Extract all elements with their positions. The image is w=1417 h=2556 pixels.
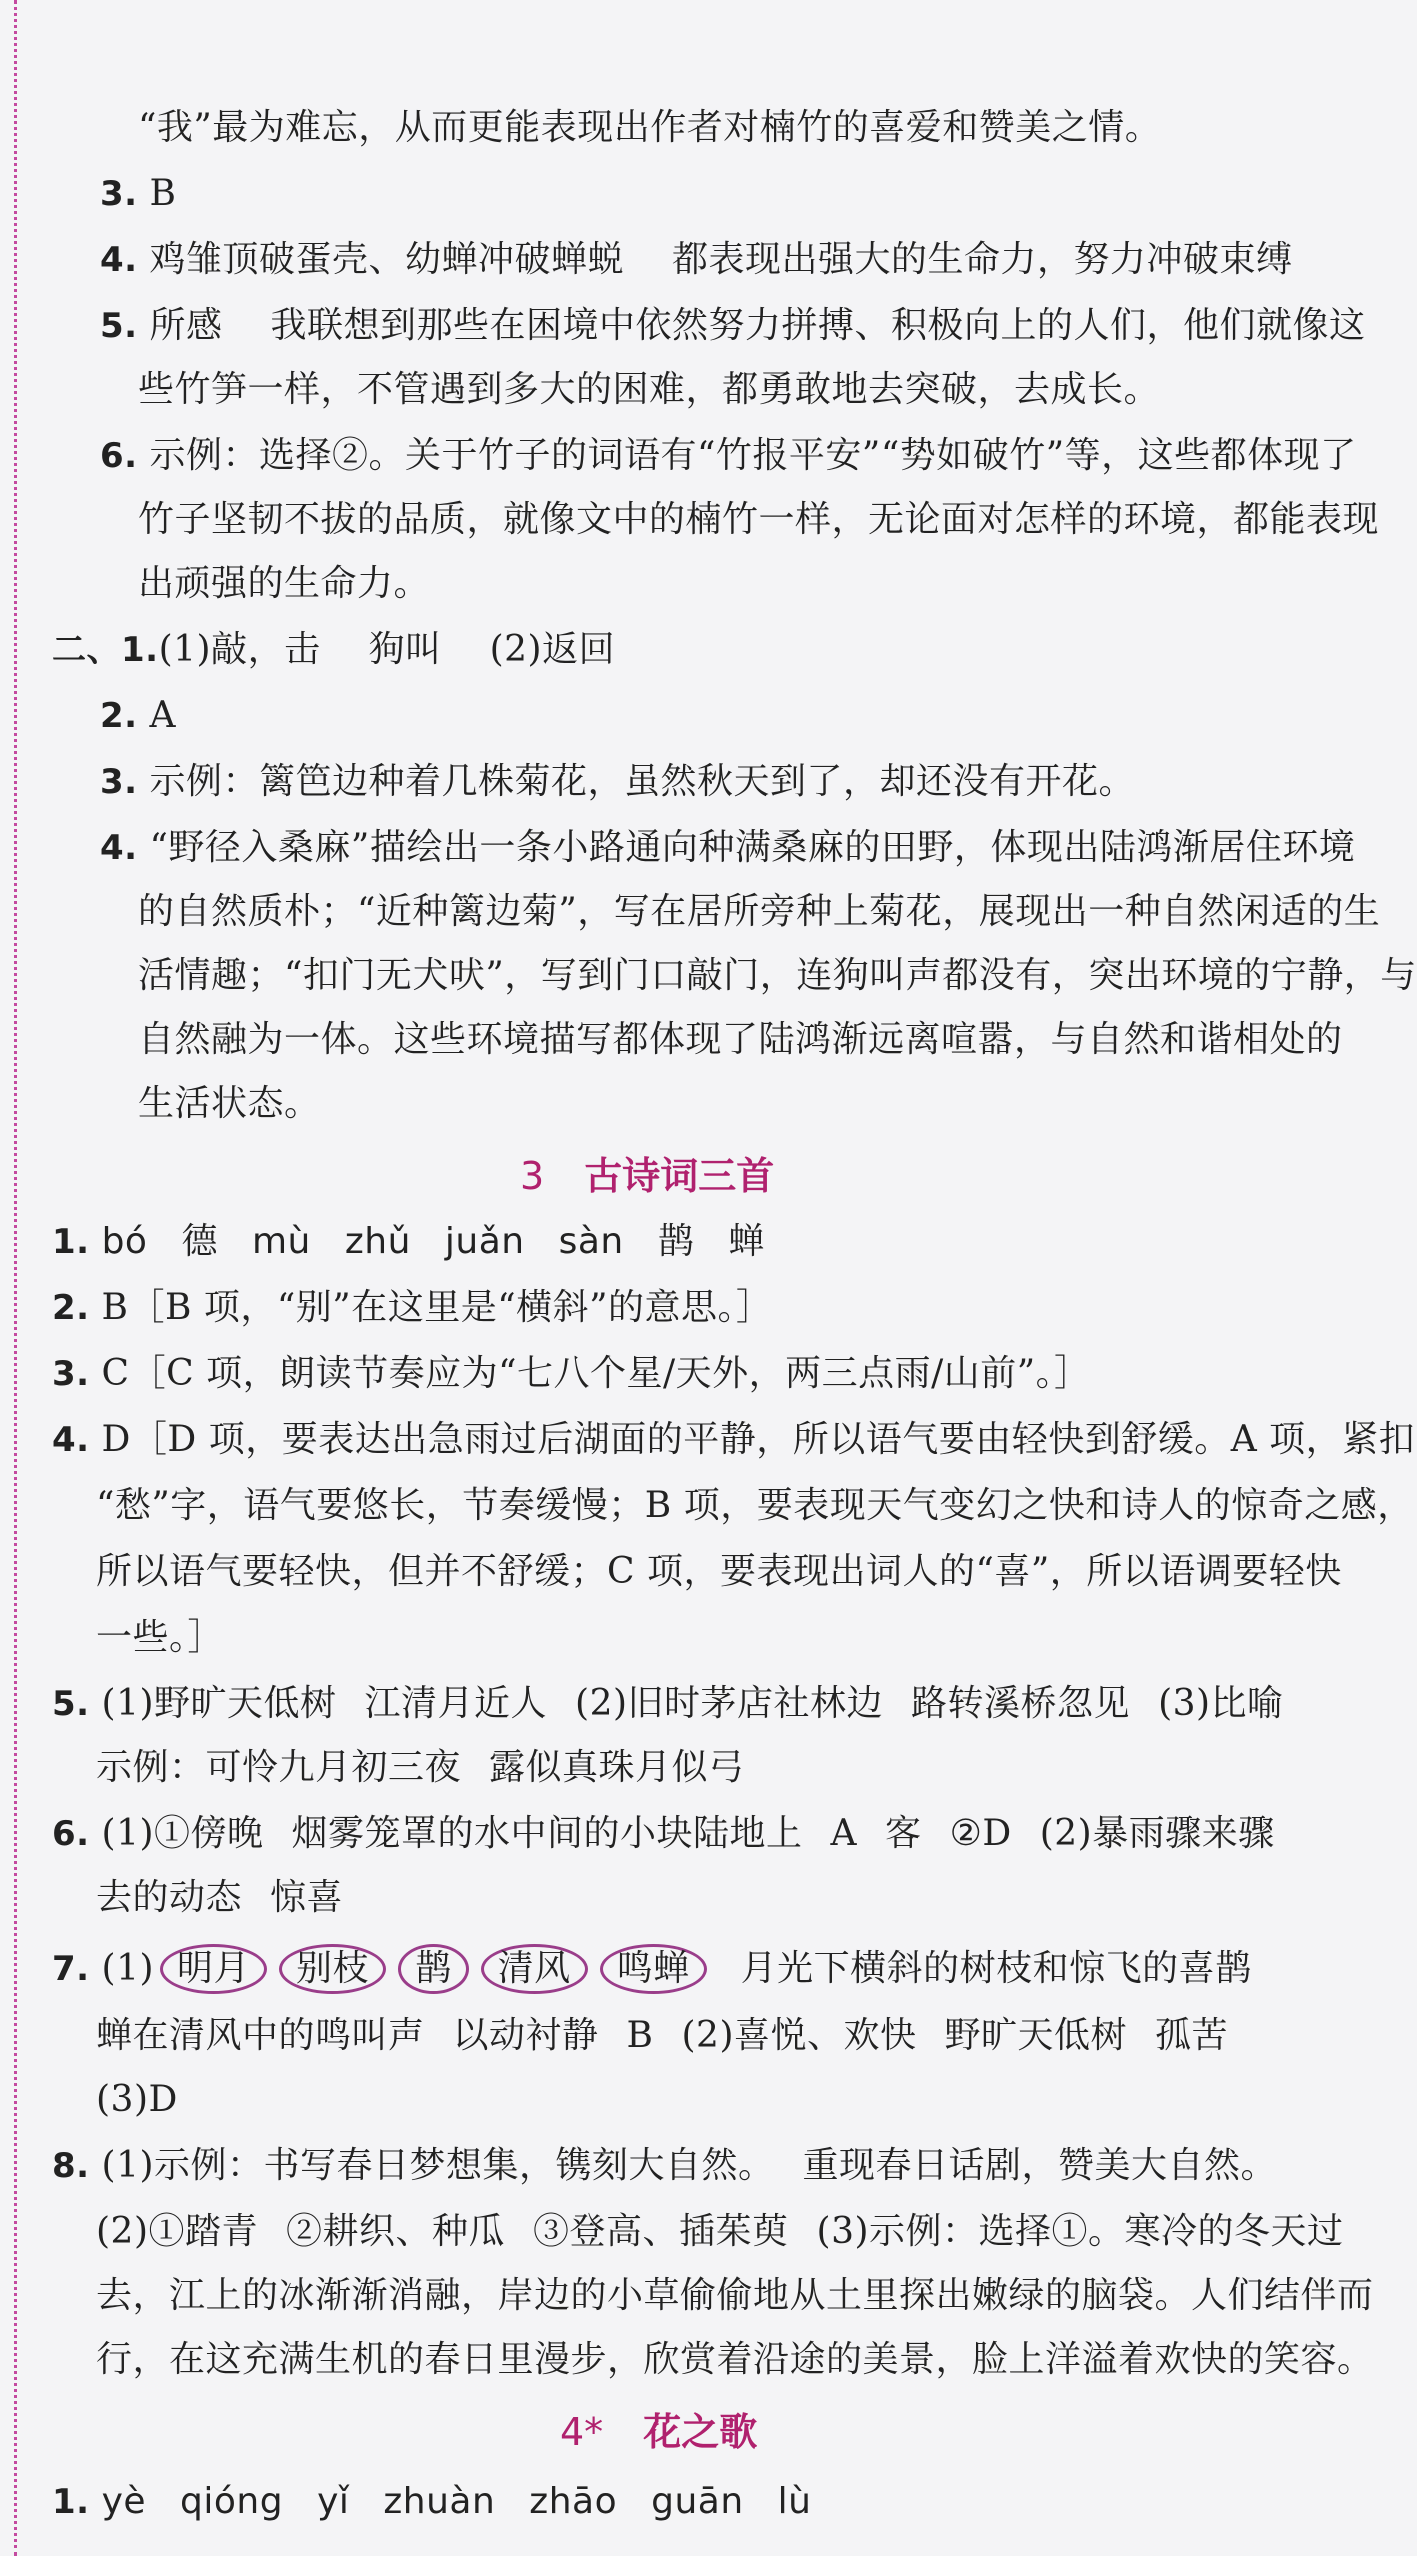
part-2-answer-1: 二、1.(1)敲，击 狗叫 (2)返回 (52, 629, 616, 670)
text-line: 的自然质朴；“近种篱边菊”，写在居所旁种上菊花，展现出一种自然闲适的生 (138, 891, 1381, 932)
part-2-answer-4: 4. “野径入桑麻”描绘出一条小路通向种满桑麻的田野，体现出陆鸿渐居住环境 (100, 827, 1356, 868)
circled-word: 鸣蝉 (600, 1944, 707, 1994)
text-line: 蝉在清风中的鸣叫声 以动衬静 B (2)喜悦、欢快 野旷天低树 孤苦 (96, 2015, 1229, 2056)
section-title-4: 4* 花之歌 (560, 2410, 758, 2454)
question-7: 7. (1) 明月 别枝 鹊 清风 鸣蝉 月光下横斜的树枝和惊飞的喜鹊 (52, 1944, 1252, 1994)
circled-word: 清风 (481, 1944, 588, 1994)
circled-word: 鹊 (398, 1944, 469, 1994)
text-line: 些竹笋一样，不管遇到多大的困难，都勇敢地去突破，去成长。 (138, 369, 1161, 410)
text-line: 竹子坚韧不拔的品质，就像文中的楠竹一样，无论面对怎样的环境，都能表现 (138, 499, 1380, 540)
text-line: 去，江上的冰渐渐消融，岸边的小草偷偷地从土里探出嫩绿的脑袋。人们结伴而 (96, 2275, 1374, 2316)
text-line: 所以语气要轻快，但并不舒缓；C 项，要表现出词人的“喜”，所以语调要轻快 (96, 1551, 1342, 1592)
text-line: 出顽强的生命力。 (138, 563, 431, 604)
text-line: “我”最为难忘，从而更能表现出作者对楠竹的喜爱和赞美之情。 (138, 107, 1162, 148)
question-1-pinyin: 1. bó 德 mù zhǔ juǎn sàn 鹊 蝉 (52, 1221, 765, 1262)
text-line: 活情趣；“扣门无犬吠”，写到门口敲门，连狗叫声都没有，突出环境的宁静，与 (138, 955, 1417, 996)
circled-word: 别枝 (279, 1944, 386, 1994)
text-line: 行，在这充满生机的春日里漫步，欣赏着沿途的美景，脸上洋溢着欢快的笑容。 (96, 2339, 1374, 2380)
part-2-answer-2: 2. A (100, 695, 177, 736)
text-line: (3)D (96, 2079, 178, 2120)
answer-4: 4. 鸡雏顶破蛋壳、幼蝉冲破蝉蜕 都表现出强大的生命力，努力冲破束缚 (100, 239, 1293, 280)
part-2-answer-3: 3. 示例：篱笆边种着几株菊花，虽然秋天到了，却还没有开花。 (100, 761, 1136, 802)
question-5: 5. (1)野旷天低树 江清月近人 (2)旧时茅店社林边 路转溪桥忽见 (3)比喻 (52, 1683, 1284, 1724)
text-line: 示例：可怜九月初三夜 露似真珠月似弓 (96, 1747, 745, 1788)
question-4: 4. D［D 项，要表达出急雨过后湖面的平静，所以语气要由轻快到舒缓。A 项，紧扣 (52, 1419, 1416, 1460)
text-line: 一些。］ (96, 1617, 225, 1658)
text-line: “愁”字，语气要悠长，节奏缓慢；B 项，要表现天气变幻之快和诗人的惊奇之感， (96, 1485, 1414, 1526)
section-title-3: 3 古诗词三首 (520, 1154, 775, 1198)
question-6: 6. (1)①傍晚 烟雾笼罩的水中间的小块陆地上 A 客 ②D (2)暴雨骤来骤 (52, 1813, 1275, 1854)
text-line: 去的动态 惊喜 (96, 1877, 344, 1918)
circled-word: 明月 (160, 1944, 267, 1994)
question-1-pinyin-section-4: 1. yè qióng yǐ zhuàn zhāo guān lù (52, 2481, 812, 2522)
question-8: 8. (1)示例：书写春日梦想集，镌刻大自然。 重现春日话剧，赞美大自然。 (52, 2145, 1278, 2186)
answer-5: 5. 所感 我联想到那些在困境中依然努力拼搏、积极向上的人们，他们就像这 (100, 305, 1366, 346)
answer-3: 3. B (100, 173, 177, 214)
answer-6: 6. 示例：选择②。关于竹子的词语有“竹报平安”“势如破竹”等，这些都体现了 (100, 435, 1357, 476)
question-3: 3. C［C 项，朗读节奏应为“七八个星/天外，两三点雨/山前”。］ (52, 1353, 1091, 1394)
text-line: 自然融为一体。这些环境描写都体现了陆鸿渐远离喧嚣，与自然和谐相处的 (138, 1019, 1343, 1060)
text-line: (2)①踏青 ②耕织、种瓜 ③登高、插茱萸 (3)示例：选择①。寒冷的冬天过 (96, 2211, 1344, 2252)
question-2: 2. B［B 项，“别”在这里是“横斜”的意思。］ (52, 1287, 773, 1328)
text-line: 生活状态。 (138, 1083, 321, 1124)
